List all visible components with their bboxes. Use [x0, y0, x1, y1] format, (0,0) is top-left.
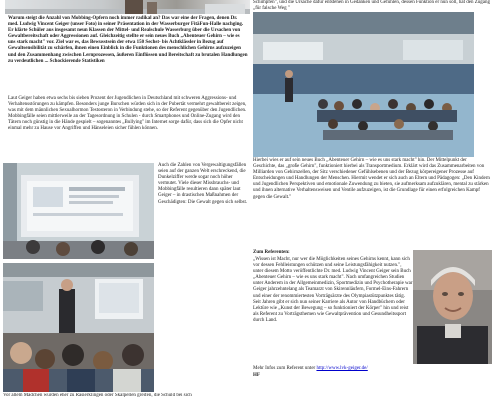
gym-hall-photo: [253, 12, 474, 157]
more-info-label: Mehr Infos zum Referent unter: [253, 366, 316, 371]
referent-portrait-photo: [413, 250, 492, 364]
intro-bold-text: Warum steigt die Anzahl von Mobbing-Opfern noch immer radikal an? Das war eine der Fragen, denen Dr. med. Ludwig Vincent Geiger (unser Foto) in seiner Präsentation in der Wasserburger FitäFun-Halle nachging. Er klärte Schüler aus insgesamt neun Klassen der Mittel- und Realschule Wasserburg über die Ursachen von Gewaltbereitschaft oder Aggressionen auf. Gleichzeitig stellte er sein neues Buch „Abenteuer Gehirn – wie es uns stark macht" vor. Ziel war es, das Bewusstsein der etwa 150 Sechst- bis Achtklässler in Bezug auf Gewaltsensibilität zu schärfen, ihnen einen Einblick in die Funktionen des menschlichen Gehirns aufzuzeigen und den Zusammenhang zwischen Lernprozessen, äußeren Einflüssen und Bereitschaft zu brutalen Handlungen zu verdeutlichen ... Schockierende Statistiken: [8, 16, 248, 64]
referent-heading: Zum Referenten:: [253, 250, 290, 255]
author-initials: HF: [253, 373, 260, 378]
classroom-screen-photo: [3, 163, 154, 259]
photo-caption: Hierbei wies er auf sein neues Buch „Abenteuer Gehirn – wie es uns stark macht" hin. Der Mittelpunkt der Geschichte, das „große Gehirn", funktioniert hierbei als Transportmedium. Erklärt wird das Zusammenarbeiten von Milliarden von Gehirnzellen, der Sitz verschiedener Gefühlsebenen und der Bezug körpereigener Prozesse auf Entscheidungen und Handlungen der Menschen. Hiermit wendet er sich auch an Eltern und Pädagogen: „Den Kindern und Jugendlichen Perspektiven und emotionale Zuwendung zu bieten, sie aufmerksam aufzuklären, mental zu stärken und ihnen alternative Verhaltensweisen und Ventile aufzuzeigen, ist die Grundlage für einen erfolgreichen Kampf gegen die Gewalt.": [253, 158, 490, 200]
audience-speaker-photo: [3, 263, 154, 392]
speaker-top-photo: [5, 0, 250, 14]
more-info-line: [253, 366, 491, 372]
top-cut-text: Schimpfen", und die Ursache dafür entstehen in Gedanken und Gefühlen, dessen Funktion er nun soll, hat den Zugang „für falsche Weg ": [253, 0, 490, 12]
side-text: Auch die Zahlen von Vergewaltigungsfällen seien auf der ganzen Welt erschreckend, die Dunkelziffer werde sogar noch höher vermutet. Viele dieser Missbrauchs- und Mobbingfälle resultieren dann später laut Geiger – in drastischen Maßnahmen der Geschädigten: Die Gewalt gegen sich selbst.: [158, 163, 248, 205]
referent-website-link[interactable]: http://www.lvk-geiger.de/: [316, 366, 368, 371]
referent-body: „Wissen ist Macht, nur wer die Möglichkeiten seines Gehirns kennt, kann sich vor dessen Fehlleistungen schützen und seine Leistungsfähigkeit nutzen.", unter diesem Motto veröffentlichte Dr. med. Ludwig Vincent Geiger sein Buch „Abenteuer Gehirn – wie es uns stark macht". Nach umfangreichen Studien unter Anderem in der Allgemeinmedizin, Sportmedizin und Psychotherapie war Geiger jahrzehntelang als Teamarzt von Skirennläufern, Formel-Eins-Fahrern und einer der renommiertesten Vorträgsärzte des Olympiastützpunktes tätig. Seit Jahren gibt er sich nun seiner Karriere als Autor von Handbüchern oder Lektüre wie „Kunst der Bewegung – so funktioniert der Körper" hin und reist als Referent zu Vorträgsthemen wie Gewaltprävention und Gesundheitssport durch Land.: [253, 257, 413, 323]
intro-body-text: Laut Geiger haben etwa sechs bis sieben Prozent der Jugendlichen in Deutschland mit schweren Aggressions- und Verhaltensstörungen zu kämpfen. Besonders junge Burschen würden sich in der Pubertät vermehrt gewaltbereit zeigen, was mit dem männlichen Sexualhormon Testosteron in Verbindung stehe, so der Referent gegenüber den Jugendlichen. Mobbingfälle seien mittlerweile an der Tagesordnung in Schulen - durch Smartphones und Online-Zugang wird den Tätern noch günstig in die Hände gespielt – sogenanntes „Bullying" im Internet sorge dafür, dass sich die Opfer nicht einmal mehr zu Hause vor Angriffen und Hänseleien sicher fühlen können.: [8, 96, 247, 132]
bottom-cut-text: Vor allem Mädchen würden eher zu Rasierklingen oder Skalpellen greifen, die Schuld bei sich: [3, 393, 192, 398]
